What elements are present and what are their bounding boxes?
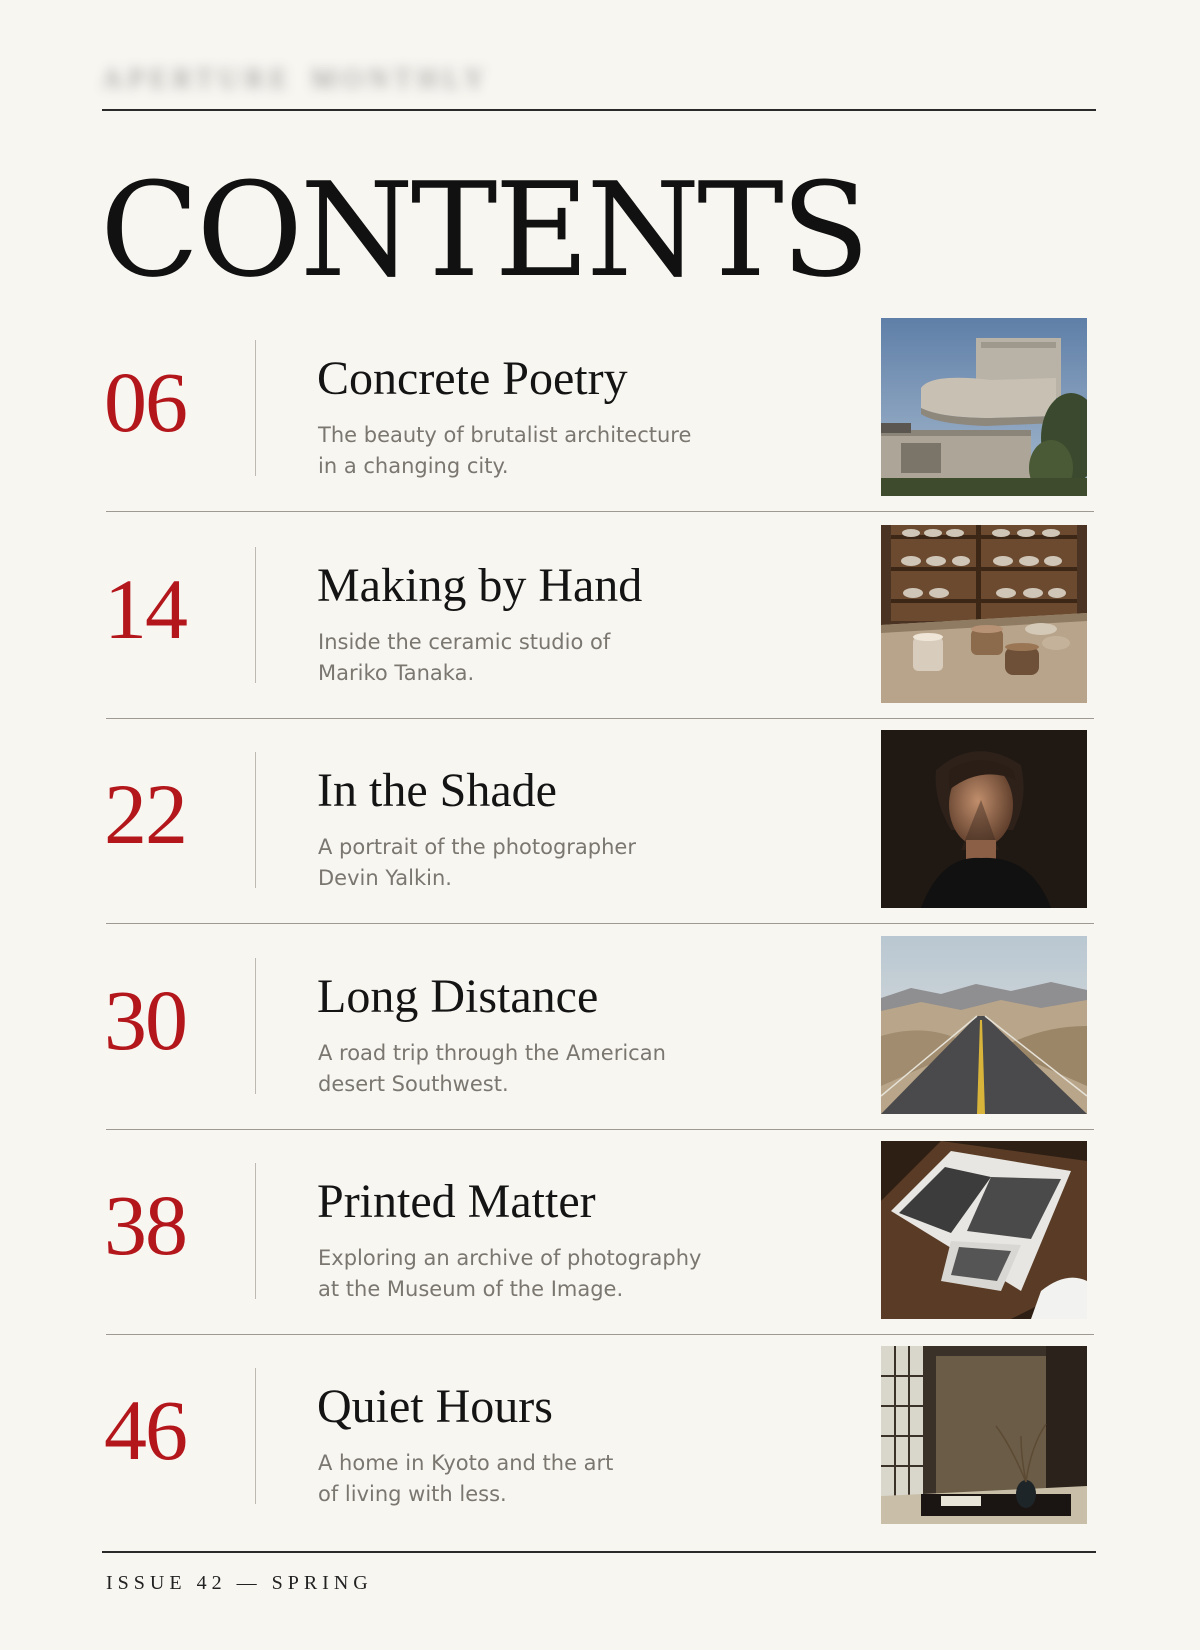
entry-description-line: A home in Kyoto and the art xyxy=(318,1451,614,1475)
entry-description-line: at the Museum of the Image. xyxy=(318,1277,624,1301)
page-number: 30 xyxy=(104,972,186,1068)
masthead-word: APERTURE xyxy=(102,64,293,95)
entry-description-line: Inside the ceramic studio of xyxy=(318,630,611,654)
entry-description xyxy=(318,1448,738,1510)
entry-title: In the Shade xyxy=(317,764,557,817)
page-number: 06 xyxy=(104,354,186,450)
entry-description xyxy=(318,420,738,482)
entry-divider xyxy=(255,752,256,888)
entry-description xyxy=(318,1038,738,1100)
entry-divider xyxy=(255,547,256,683)
page-number: 14 xyxy=(104,561,186,657)
brutalist-building-photo xyxy=(881,318,1087,496)
entry-description-line: A road trip through the American xyxy=(318,1041,666,1065)
entry-description-line: Exploring an archive of photography xyxy=(318,1246,702,1270)
entry-description xyxy=(318,627,738,689)
issue-label: ISSUE 42 — SPRING xyxy=(106,1572,373,1594)
entry-title: Long Distance xyxy=(317,970,599,1023)
kyoto-interior-photo xyxy=(881,1346,1087,1524)
entry-rule xyxy=(106,923,1094,924)
entry-description-line: in a changing city. xyxy=(318,454,509,478)
entry-description-line: Devin Yalkin. xyxy=(318,866,452,890)
entry-divider xyxy=(255,1163,256,1299)
entry-rule xyxy=(106,1129,1094,1130)
entry-rule xyxy=(106,1334,1094,1335)
entry-rule xyxy=(106,718,1094,719)
entry-title: Concrete Poetry xyxy=(317,352,628,405)
entry-divider xyxy=(255,340,256,476)
entry-description xyxy=(318,832,738,894)
toc-entry[interactable] xyxy=(0,1141,1200,1345)
toc-entry[interactable] xyxy=(0,936,1200,1140)
entry-description xyxy=(318,1243,738,1305)
toc-entry[interactable] xyxy=(0,1346,1200,1550)
entry-description-line: A portrait of the photographer xyxy=(318,835,636,859)
entry-title: Making by Hand xyxy=(317,559,643,612)
entry-title: Quiet Hours xyxy=(317,1380,553,1433)
bottom-rule xyxy=(102,1551,1096,1553)
masthead-word: MONTHLY xyxy=(311,64,491,95)
masthead xyxy=(102,60,490,100)
photo-archive-photo xyxy=(881,1141,1087,1319)
toc-entry[interactable] xyxy=(0,525,1200,729)
page-title: CONTENTS xyxy=(100,154,867,306)
top-rule xyxy=(102,109,1096,111)
portrait-photo xyxy=(881,730,1087,908)
entry-divider xyxy=(255,958,256,1094)
toc-entry[interactable] xyxy=(0,730,1200,934)
toc-entry[interactable] xyxy=(0,318,1200,522)
page-number: 46 xyxy=(104,1382,186,1478)
entry-divider xyxy=(255,1368,256,1504)
entry-description-line: desert Southwest. xyxy=(318,1072,509,1096)
page-number: 38 xyxy=(104,1177,186,1273)
ceramic-studio-photo xyxy=(881,525,1087,703)
entry-description-line: Mariko Tanaka. xyxy=(318,661,475,685)
entry-description-line: The beauty of brutalist architecture xyxy=(318,423,692,447)
page-number: 22 xyxy=(104,766,186,862)
entry-description-line: of living with less. xyxy=(318,1482,507,1506)
entry-rule xyxy=(106,511,1094,512)
entry-title: Printed Matter xyxy=(317,1175,596,1228)
desert-road-photo xyxy=(881,936,1087,1114)
